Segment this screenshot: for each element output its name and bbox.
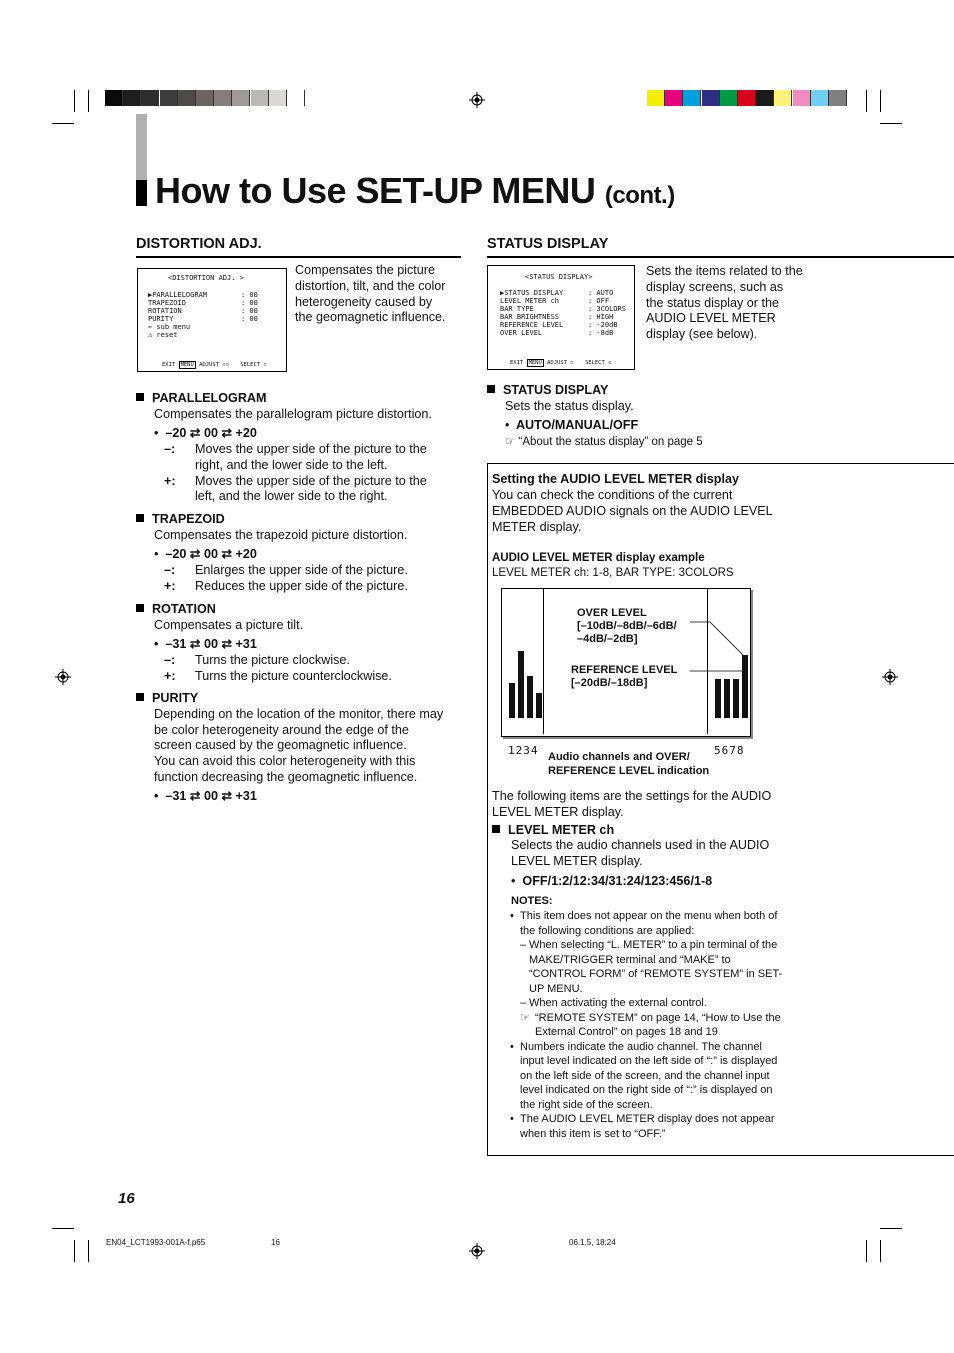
item-name: TRAPEZOID: [152, 512, 225, 526]
menu-footer: EXIT MENU ADJUST ▫▫ SELECT ▫: [162, 362, 267, 368]
note-marker: •: [510, 1113, 514, 1125]
color-swatch: [665, 90, 683, 106]
meter-bar: [536, 693, 542, 718]
registration-mark-icon: [55, 669, 71, 685]
note-text: left, and the lower side to the right.: [195, 489, 388, 504]
item-range: [154, 426, 257, 442]
menu-row-value: : AUTO: [588, 289, 614, 297]
note-line: Numbers indicate the audio channel. The channel: [520, 1040, 762, 1053]
text-line: EMBEDDED AUDIO signals on the AUDIO LEVEL: [492, 503, 773, 518]
range-text: –31 ⇄ 00 ⇄ +31: [165, 637, 257, 652]
gray-swatch: [214, 90, 232, 106]
color-swatch: [829, 90, 847, 106]
text-line: display screens, such as: [646, 279, 784, 294]
menu-row-label: ⚠ reset: [148, 331, 178, 339]
item-range: [154, 637, 257, 653]
menu-row-value: : 00: [241, 291, 258, 299]
menu-row-label: ▶PARALLELOGRAM: [148, 291, 208, 299]
item-name: ROTATION: [152, 602, 216, 616]
color-swatch: [738, 90, 756, 106]
note-marker: •: [510, 910, 514, 922]
text-line: distortion, tilt, and the color: [295, 278, 446, 293]
level-meter-heading: LEVEL METER ch: [492, 823, 614, 839]
status-item-heading: STATUS DISPLAY: [487, 383, 608, 399]
example-sub: LEVEL METER ch: 1-8, BAR TYPE: 3COLORS: [492, 567, 734, 579]
text-line: The following items are the settings for the AUDIO: [492, 789, 772, 803]
note-marker: •: [510, 1040, 514, 1053]
note-marker: ☞: [520, 1011, 530, 1024]
menu-row-value: : 00: [241, 315, 258, 323]
menu-row-label: ROTATION: [148, 307, 182, 315]
color-swatch: [774, 90, 792, 106]
menu-row-label: ▶STATUS DISPLAY: [500, 289, 564, 297]
menu-row-value: : 00: [241, 299, 258, 307]
note-line: When selecting “L. METER” to a pin terminal of the: [529, 939, 778, 951]
menu-title: <DISTORTION ADJ. >: [168, 274, 244, 282]
item-range: [154, 547, 257, 563]
gray-swatch: [269, 90, 287, 106]
item-heading: [136, 602, 216, 618]
note-text: Turns the picture clockwise.: [195, 652, 350, 667]
meter-bar: [509, 683, 515, 718]
right-channel-numbers: 5678: [714, 744, 745, 757]
item-desc: be color heterogeneity around the edge of the: [154, 722, 409, 737]
text-line: You can check the conditions of the current: [492, 488, 733, 502]
note-line: When activating the external control.: [529, 997, 707, 1009]
item-name: PARALLELOGRAM: [152, 391, 267, 405]
menu-footer: EXIT MENU ADJUST ▫ SELECT ▫: [510, 360, 612, 366]
meter-caption: Audio channels and OVER/ REFERENCE LEVEL indication: [548, 751, 710, 777]
example-heading: AUDIO LEVEL METER display example: [492, 552, 705, 564]
text-line: the status display or the: [646, 295, 780, 310]
note-line: on the left side of the screen, and the channel input: [520, 1069, 770, 1082]
note-line: when this item is set to “OFF.”: [520, 1127, 666, 1140]
section-rule: [136, 256, 461, 258]
gray-swatch: [105, 90, 123, 106]
gray-swatch: [160, 90, 178, 106]
color-swatch: [793, 90, 811, 106]
gray-swatch: [178, 90, 196, 106]
item-desc: You can avoid this color heterogeneity with this: [154, 754, 416, 769]
section-rule: [487, 256, 954, 258]
bullet: •: [154, 426, 159, 441]
note-line: External Control” on pages 18 and 19: [535, 1026, 718, 1038]
color-swatch: [756, 90, 774, 106]
menu-title: <STATUS DISPLAY>: [525, 273, 593, 281]
note-line: “CONTROL FORM” of “REMOTE SYSTEM” in SET-: [529, 968, 783, 980]
bullet-square-icon: [136, 693, 144, 701]
note-text: Moves the upper side of the picture to the: [195, 473, 427, 488]
footer-page: 16: [271, 1238, 280, 1247]
item-desc: function decreasing the geomagnetic influence.: [154, 770, 418, 784]
note-line: level indicated on the right side of “:” is displayed on: [520, 1084, 773, 1096]
screen-divider: [543, 589, 544, 734]
menu-row-label: LEVEL METER ch: [500, 297, 560, 305]
status-item-options: • AUTO/MANUAL/OFF: [505, 418, 639, 432]
note-sign: –:: [164, 441, 176, 456]
status-item-desc: Sets the status display.: [505, 399, 634, 413]
gray-swatch: [141, 90, 159, 106]
text-line: display (see below).: [646, 327, 758, 342]
note-text: Enlarges the upper side of the picture.: [195, 562, 408, 577]
item-heading: [136, 512, 225, 528]
item-desc: Compensates a picture tilt.: [154, 617, 304, 632]
text-line: Compensates the picture: [295, 263, 436, 277]
bullet: •: [154, 637, 159, 652]
note-text: Reduces the upper side of the picture.: [195, 578, 408, 593]
bullet-square-icon: [136, 393, 144, 401]
note-line: “REMOTE SYSTEM” on page 14, “How to Use the: [535, 1011, 781, 1024]
text-line: AUDIO LEVEL METER: [646, 311, 776, 326]
color-swatch: [683, 90, 701, 106]
note-sign: –:: [164, 652, 176, 667]
text-line: METER display.: [492, 519, 582, 534]
menu-row-label: BAR BRIGHTNESS: [500, 313, 560, 321]
level-meter-options: • OFF/1:2/12:34/31:24/123:456/1-8: [511, 874, 713, 888]
item-range: [154, 789, 257, 805]
item-desc: screen caused by the geomagnetic influence.: [154, 738, 407, 753]
side-tab: [136, 114, 147, 180]
bullet: •: [154, 547, 159, 562]
gray-swatch: [123, 90, 141, 106]
menu-row-value: : 00: [241, 307, 258, 315]
registration-mark-icon: [469, 1243, 485, 1259]
text-line: LEVEL METER display.: [511, 853, 643, 868]
item-heading: [136, 691, 198, 707]
bullet: •: [154, 789, 159, 804]
menu-row-label: TRAPEZOID: [148, 299, 186, 307]
menu-row-value: : -8dB: [588, 329, 614, 337]
menu-row-value: : OFF: [588, 297, 610, 305]
leader-lines: [680, 610, 750, 690]
text-line: LEVEL METER display.: [492, 804, 624, 819]
item-name: PURITY: [152, 691, 199, 705]
text-line: the geomagnetic influence.: [295, 310, 446, 325]
note-line: The AUDIO LEVEL METER display does not appear: [520, 1113, 775, 1125]
menu-row-value: : -20dB: [588, 321, 618, 329]
title-marker: [136, 180, 147, 206]
menu-row-label: REFERENCE LEVEL: [500, 321, 564, 329]
item-desc: Depending on the location of the monitor, there may: [154, 706, 444, 721]
note-text: Moves the upper side of the picture to the: [195, 441, 427, 456]
color-swatch: [702, 90, 720, 106]
note-line: the following conditions are applied:: [520, 924, 695, 937]
gray-swatch: [287, 90, 305, 106]
registration-mark-icon: [469, 92, 485, 108]
meter-bar: [527, 676, 533, 718]
bullet-square-icon: [136, 604, 144, 612]
bullet-square-icon: [136, 514, 144, 522]
item-heading: [136, 391, 267, 407]
gray-swatch: [232, 90, 250, 106]
ref-level-label: REFERENCE LEVEL [–20dB/–18dB]: [571, 664, 678, 689]
range-text: –20 ⇄ 00 ⇄ +20: [165, 426, 257, 441]
gray-swatch: [251, 90, 269, 106]
page-title: How to Use SET-UP MENU (cont.): [155, 170, 675, 211]
menu-row-label: ⇐ sub menu: [148, 323, 191, 331]
note-sign: +:: [164, 668, 176, 683]
note-line: input level indicated on the left side of “:” is displayed: [520, 1055, 778, 1067]
note-line: UP MENU.: [529, 982, 583, 995]
text-line: Selects the audio channels used in the AUDIO: [511, 838, 770, 852]
gray-swatch: [196, 90, 214, 106]
note-marker: –: [520, 997, 527, 1009]
status-item-ref: ☞ “About the status display” on page 5: [505, 436, 703, 448]
color-swatch: [811, 90, 829, 106]
note-line: the right side of the screen.: [520, 1098, 653, 1111]
status-menu-screen: [487, 265, 635, 370]
item-desc: Compensates the parallelogram picture distortion.: [154, 406, 432, 421]
note-line: MAKE/TRIGGER terminal and “MAKE” to: [529, 953, 731, 966]
color-swatch: [720, 90, 738, 106]
range-text: –20 ⇄ 00 ⇄ +20: [165, 547, 257, 562]
page-number: 16: [118, 1190, 135, 1207]
left-channel-numbers: 1234: [508, 744, 539, 757]
note-line: This item does not appear on the menu when both of: [520, 910, 778, 922]
section-heading: DISTORTION ADJ.: [136, 236, 262, 252]
footer-date: 06.1.5, 18:24: [569, 1238, 616, 1247]
menu-row-label: PURITY: [148, 315, 174, 323]
note-text: right, and the lower side to the left.: [195, 457, 388, 472]
menu-row-label: BAR TYPE: [500, 305, 534, 313]
footer-file: EN04_LCT1993-001A-f.p65: [106, 1238, 206, 1247]
range-text: –31 ⇄ 00 ⇄ +31: [165, 789, 257, 804]
notes-heading: NOTES:: [511, 895, 553, 907]
menu-row-value: : 3COLORS: [588, 305, 626, 313]
note-sign: –:: [164, 562, 176, 577]
text-line: heterogeneity caused by: [295, 294, 433, 309]
over-level-label: OVER LEVEL [–10dB/–8dB/–6dB/ –4dB/–2dB]: [577, 607, 677, 645]
reference-icon: ☞: [505, 436, 516, 448]
color-swatch: [647, 90, 665, 106]
meter-bar: [518, 651, 524, 718]
audio-box-heading: Setting the AUDIO LEVEL METER display: [492, 472, 740, 486]
section-heading: STATUS DISPLAY: [487, 236, 609, 252]
note-sign: +:: [164, 473, 176, 488]
note-text: Turns the picture counterclockwise.: [195, 668, 392, 683]
menu-row-label: OVER LEVEL: [500, 329, 543, 337]
item-desc: Compensates the trapezoid picture distortion.: [154, 527, 408, 542]
menu-row-value: : HIGH: [588, 313, 614, 321]
note-marker: –: [520, 939, 527, 951]
text-line: Sets the items related to the: [646, 264, 803, 278]
note-sign: +:: [164, 578, 176, 593]
distortion-menu-screen: [137, 268, 287, 372]
